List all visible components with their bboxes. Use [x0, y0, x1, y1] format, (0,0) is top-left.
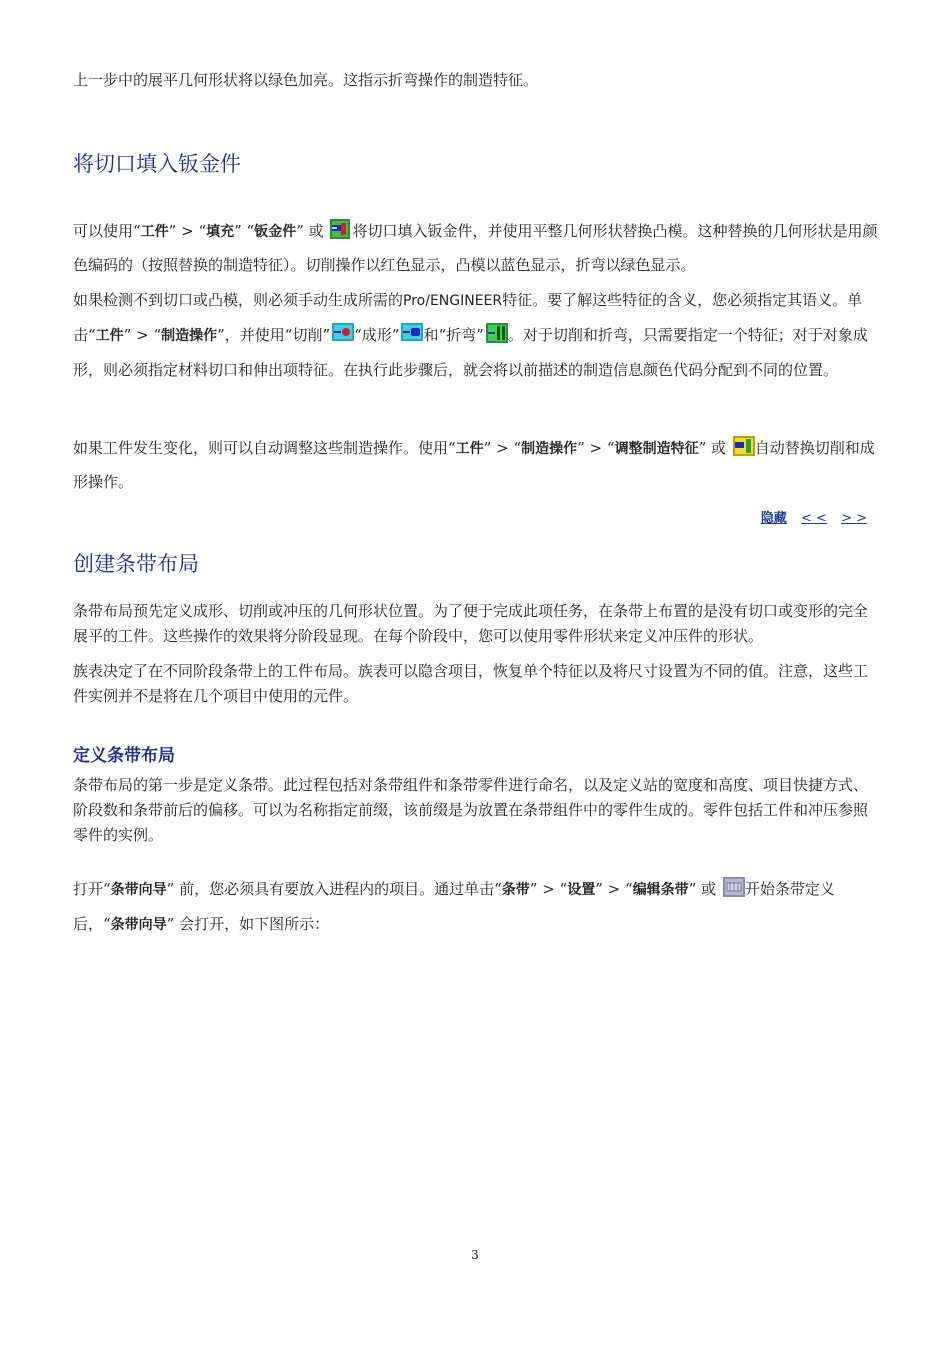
menu-term-adjust-features: 调整制造特征 — [614, 441, 699, 457]
text: 如果工件发生变化，则可以自动调整这些制造操作。使用“ — [73, 439, 456, 457]
define-paragraph-1: 条带布局的第一步是定义条带。此过程包括对条带组件和条带零件进行命名，以及定义站的宽度和高度、项目快捷方式、阶段数和条带前后的偏移。可以为名称指定前缀，该前缀是为放置在条带组件中的零件生成的。零件包括工件和冲压参照零件的实例。 — [73, 776, 869, 844]
strip-paragraph-2: 族表决定了在不同阶段条带上的工件布局。族表可以隐含项目，恢复单个特征以及将尺寸设置为不同的值。注意，这些工件实例并不是将在几个项目中使用的元件。 — [73, 662, 869, 705]
menu-term-fill: 填充 — [206, 224, 235, 240]
text: ” > “ — [595, 880, 633, 898]
text: 打开“ — [73, 880, 111, 898]
text: ” > “ — [168, 222, 207, 240]
menu-term-setup: 设置 — [567, 882, 596, 898]
text: “成形” — [354, 326, 400, 344]
text: ”，并使用“切削” — [217, 326, 331, 344]
menu-term-sheetmetal: 钣金件 — [254, 224, 297, 240]
text: 将切口填入钣金件，并使用平整几何形状替换凸模。这种替换的几何形状是用颜色编码的（按照替换的制造特征）。切削操作以红色显示，凸模以蓝色显示，折弯以绿色显示。 — [73, 222, 878, 274]
text: 如果检测不到切口或凸模，则必须手动生成所需的 — [73, 291, 404, 309]
text: 可以使用“ — [73, 222, 141, 240]
text: 和“折弯” — [423, 326, 484, 344]
next-link[interactable]: > > — [841, 511, 867, 526]
text: ” “ — [234, 222, 255, 240]
text: 。对于切削和折弯，只需要指定一个特征；对于对象成形，则必须指定材料切口和伸出项特征。在执行此步骤后，就会将以前描述的制造信息颜色代码分配到不同的位置。 — [73, 326, 868, 379]
menu-term-workpiece: 工件 — [140, 224, 169, 240]
hide-link[interactable]: 隐藏 — [760, 511, 787, 526]
fill-paragraph-2 — [73, 283, 881, 387]
heading-define-strip-layout: 定义条带布局 — [73, 746, 175, 766]
define-paragraph-2 — [73, 872, 881, 942]
fill-paragraph-3 — [73, 432, 881, 499]
strip-paragraph-1: 条带布局预先定义成形、切削或冲压的几何形状位置。为了便于完成此项任务，在条带上布置的是没有切口或变形的完全展平的工件。这些操作的效果将分阶段显现。在每个阶段中，您可以使用零件形状来定义冲压件的形状。 — [73, 602, 869, 645]
adjust-features-icon — [732, 435, 754, 455]
text: ” > “ — [483, 439, 522, 457]
menu-term-workpiece: 工件 — [455, 441, 484, 457]
menu-term-manufacturing-ops: 制造操作 — [521, 441, 578, 457]
menu-term-edit-strip: 编辑条带 — [632, 882, 689, 898]
heading-fill-sheetmetal: 将切口填入钣金件 — [73, 152, 241, 176]
text: ” 或 — [688, 880, 721, 898]
text: ” 或 — [698, 439, 731, 457]
page-number: 3 — [471, 1248, 479, 1262]
cut-icon — [331, 322, 353, 342]
heading-create-strip-layout: 创建条带布局 — [73, 552, 199, 576]
menu-term-strip: 条带 — [501, 882, 530, 898]
text: ” > “ — [123, 326, 162, 344]
page-navigation — [751, 507, 867, 526]
text: ” 前，您必须具有要放入进程内的项目。通过单击“ — [166, 880, 502, 898]
text: ” > “ — [577, 439, 615, 457]
text: 特征。要了解这些特征的含义，您必须指定其语义。单击“ — [73, 291, 863, 344]
text: ” 会打开，如下图所示： — [166, 915, 330, 933]
bend-icon — [485, 322, 507, 342]
text: 自动替换切削和成形操作。 — [73, 439, 875, 491]
intro-paragraph: 上一步中的展平几何形状将以绿色加亮。这指示折弯操作的制造特征。 — [73, 71, 539, 89]
fill-sheetmetal-icon — [329, 218, 351, 238]
product-name: Pro/ENGINEER — [403, 293, 503, 309]
fill-paragraph-1 — [73, 215, 881, 282]
menu-term-manufacturing-ops: 制造操作 — [161, 328, 218, 344]
text: ” 或 — [296, 222, 329, 240]
edit-strip-icon — [722, 876, 744, 896]
menu-term-strip-wizard: 条带向导 — [110, 882, 167, 898]
text: 开始条带定义后，“ — [73, 880, 835, 933]
form-icon — [400, 322, 422, 342]
menu-term-workpiece: 工件 — [95, 328, 124, 344]
menu-term-strip-wizard: 条带向导 — [110, 917, 167, 933]
previous-link[interactable]: < < — [801, 511, 827, 526]
text: ” > “ — [529, 880, 568, 898]
